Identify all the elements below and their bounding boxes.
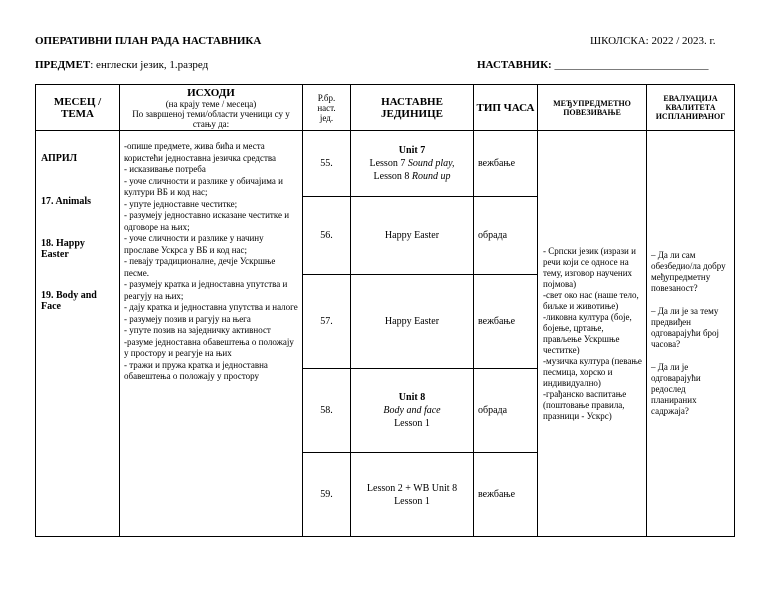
subject-value: : енглески језик, 1.разред: [90, 59, 209, 71]
outcome-item: - исказивање потреба: [124, 164, 206, 174]
lesson-num: 58.: [303, 369, 351, 453]
topic-18: 18. Happy Easter: [41, 238, 85, 260]
col-type: ТИП ЧАСА: [474, 85, 538, 131]
lesson-unit: [351, 131, 474, 197]
evaluation-item: – Да ли је одговарајући редослед планираних садржаја?: [651, 362, 701, 416]
evaluation-item: – Да ли је за тему предвиђен одговарајући број часова?: [651, 306, 720, 349]
col-outcomes: [120, 85, 303, 131]
lesson-italic: Body and face: [383, 405, 441, 416]
lesson-type: вежбање: [474, 275, 538, 369]
col-month: МЕСЕЦ / ТЕМА: [36, 85, 120, 131]
col-units: НАСТАВНЕ ЈЕДИНИЦЕ: [351, 85, 474, 131]
teacher-line: [477, 59, 708, 71]
lesson-italic: Round up: [411, 171, 451, 182]
teacher-blank: ____________________________: [554, 59, 709, 71]
subject-label: ПРЕДМЕТ: [35, 59, 91, 71]
lesson-text: Lesson 1: [394, 495, 430, 507]
outcome-item: - тражи и пружа кратка и једноставна обавештења о положају у простору: [124, 359, 268, 381]
teacher-label: НАСТАВНИК:: [477, 59, 552, 71]
outcome-item: - певају традиционалне, дечје Ускршње песме.: [124, 256, 276, 278]
integration-item: -музичка култура (певање песмица, хорско и индивидуално): [543, 355, 642, 388]
outcomes-sub1: (на крају теме / месеца): [165, 98, 257, 109]
lesson-type: вежбање: [474, 453, 538, 537]
lesson-type: обрада: [474, 197, 538, 275]
lesson-type: обрада: [474, 369, 538, 453]
unit-title: Unit 7: [398, 145, 426, 156]
outcome-item: -опише предмете, жива бића и места користећи једноставна језичка средства: [124, 141, 277, 163]
outcome-item: -разуме једноставна обавештења о положају у простору и реагује на њих: [124, 336, 294, 358]
outcomes-title: ИСХОДИ: [187, 86, 235, 99]
month-label: АПРИЛ: [41, 153, 78, 164]
lesson-num: 59.: [303, 453, 351, 537]
lesson-text: Lesson 2 + WB Unit 8: [366, 482, 458, 494]
num-line2: наст.: [317, 102, 336, 113]
lesson-italic: Sound play,: [407, 158, 455, 169]
outcome-item: - разумеју једноставно исказане честитке и одговоре на њих;: [124, 210, 290, 232]
plan-table: [35, 84, 735, 537]
table-row: [36, 131, 735, 197]
subject-line: [35, 59, 208, 71]
school-year: ШКОЛСКА: 2022 / 2023. г.: [590, 35, 716, 47]
integration-item: -ликовна култура (боје, бојење, цртање, прављење Ускршње честитке): [543, 311, 632, 355]
integration-item: -свет око нас (наше тело, биљке и животиње): [543, 289, 639, 311]
integration-item: -грађанско васпитање (поштовање правила, празници - Ускрс): [543, 388, 627, 421]
lesson-text: Lesson 8: [373, 171, 412, 182]
outcome-item: - упуте позив на заједничку активност: [124, 325, 271, 335]
lesson-unit: [351, 453, 474, 537]
integration-cell: [538, 131, 647, 537]
lesson-unit: Happy Easter: [351, 275, 474, 369]
outcomes-sub2: По завршеној теми/области ученици су у стању да:: [132, 108, 290, 129]
col-num: [303, 85, 351, 131]
header-row: [36, 85, 735, 131]
outcome-item: - уоче сличности и разлике у начину прославе Ускрса у ВБ и код нас;: [124, 233, 264, 255]
lesson-num: 57.: [303, 275, 351, 369]
num-line3: јед.: [319, 112, 334, 123]
page-title: ОПЕРАТИВНИ ПЛАН РАДА НАСТАВНИКА: [35, 35, 262, 47]
evaluation-item: – Да ли сам обезбедио/ла добру међупредметну повезаност?: [651, 250, 726, 293]
outcomes-cell: [120, 131, 303, 537]
evaluation-cell: [647, 131, 735, 537]
num-line1: Р.бр.: [317, 92, 336, 103]
lesson-num: 55.: [303, 131, 351, 197]
col-integration: МЕЂУПРЕДМЕТНО ПОВЕЗИВАЊЕ: [538, 85, 647, 131]
outcome-item: - уоче сличности и разлике у обичајима и култури ВБ и код нас;: [124, 175, 283, 197]
lesson-text: Lesson 7: [369, 158, 408, 169]
lesson-num: 56.: [303, 197, 351, 275]
lesson-text: Lesson 1: [394, 418, 430, 429]
topic-17: 17. Animals: [41, 196, 92, 207]
outcome-item: - разумеју позив и рагују на њега: [124, 313, 251, 324]
outcome-item: - упуте једноставне честитке;: [124, 198, 238, 209]
topic-19: 19. Body and Face: [41, 290, 97, 312]
lesson-unit: [351, 369, 474, 453]
lesson-unit: Happy Easter: [351, 197, 474, 275]
unit-title: Unit 8: [398, 392, 426, 403]
integration-item: - Српски језик (изрази и речи који се односе на тему, изговор научених појмова): [543, 245, 636, 289]
outcome-item: - дају кратка и једноставна упутства и налоге: [124, 302, 298, 312]
month-topic-cell: [36, 131, 120, 537]
lesson-type: вежбање: [474, 131, 538, 197]
outcome-item: - разумеју кратка и једноставна упутства и реагују на њих;: [124, 279, 288, 301]
col-evaluation: ЕВАЛУАЦИЈА КВАЛИТЕТА ИСПЛАНИРАНОГ: [647, 85, 735, 131]
